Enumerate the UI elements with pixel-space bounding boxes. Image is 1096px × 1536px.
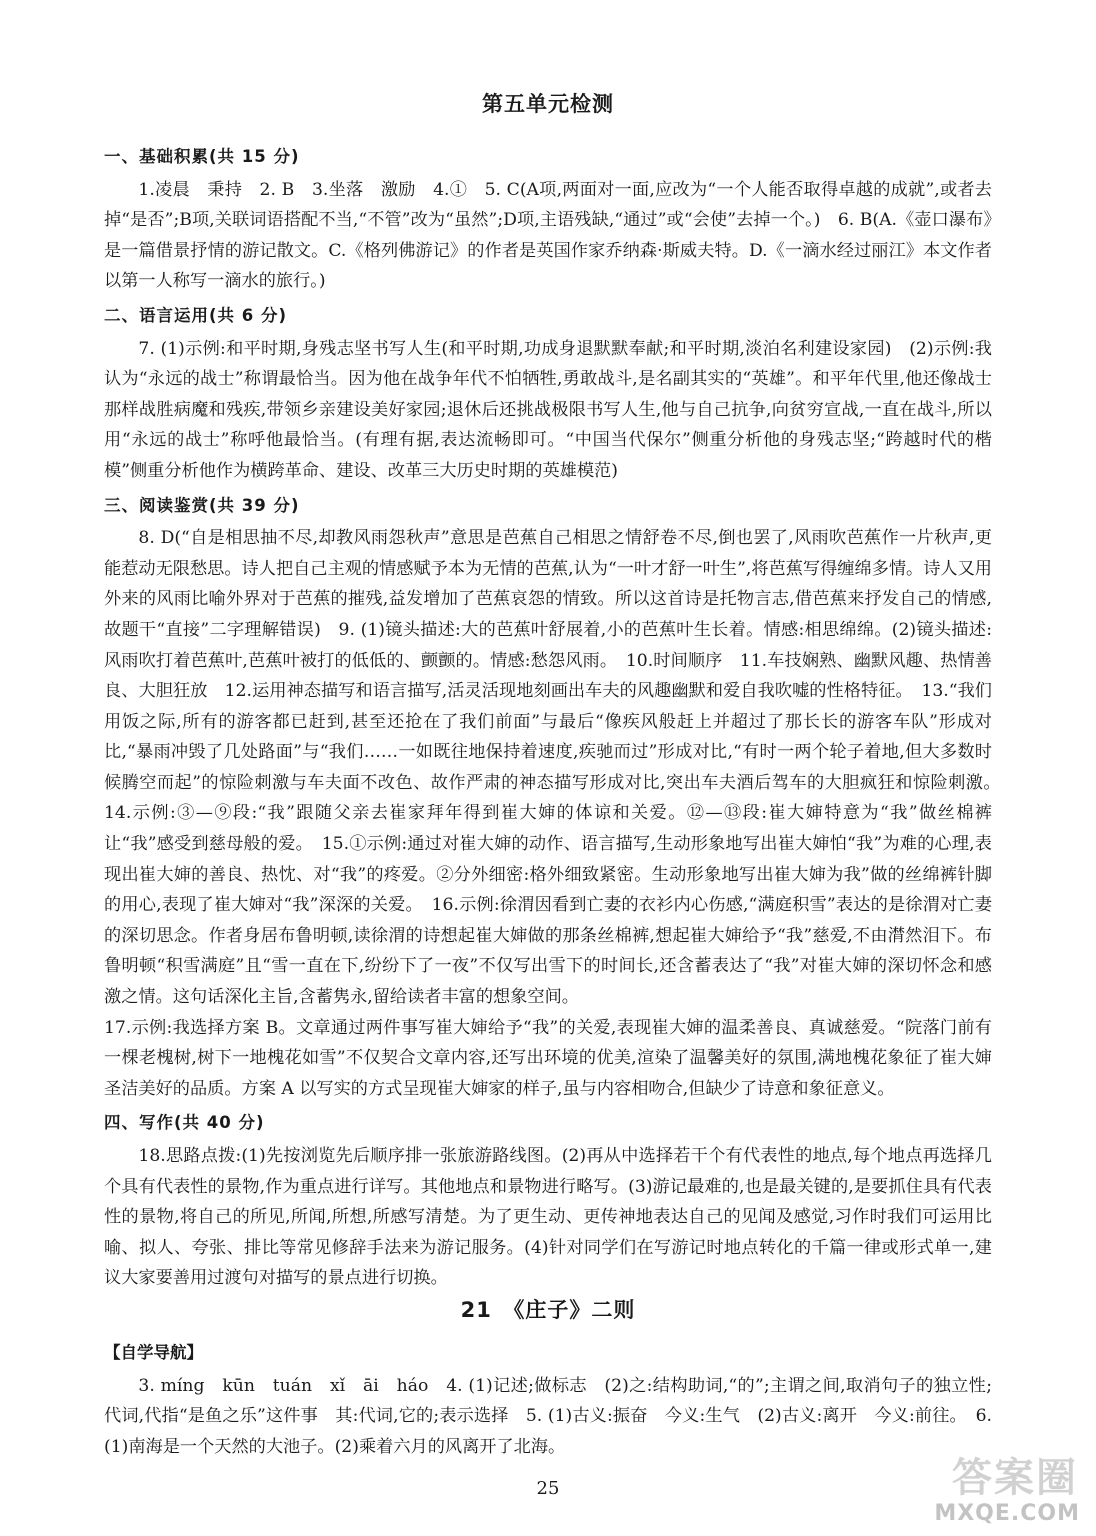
section-heading-writing: 四、写作(共 40 分)	[104, 1113, 265, 1133]
watermark-site: MXQE.COM	[934, 1501, 1080, 1526]
answer-paragraph: 1.凌晨 秉持 2. B 3.坐落 激励 4.① 5. C(A项,两面对一面,应改为“一个人能否取得卓越的成就”,或者去掉“是否”;B项,关联词语搭配不当,“不管”改为“虽然”;D项,主语残缺,“通过”或“会使”去掉一个。) 6. B(A.《壶口瀑布》是一篇借景抒情的游记散文。C.《格列佛游记》的作者是英国作家乔纳森·斯威夫特。D.《一滴水经过丽江》本文作者以第一人称写一滴水的旅行。)	[104, 179, 992, 292]
lesson-title: 21 《庄子》二则	[460, 1298, 636, 1322]
watermark-logo: 答案圈	[952, 1455, 1078, 1501]
unit-test-title: 第五单元检测	[482, 92, 614, 116]
self-study-heading: 【自学导航】	[104, 1343, 203, 1362]
answer-paragraph: 18.思路点拨:(1)先按浏览先后顺序排一张旅游路线图。(2)再从中选择若干个有代表性的地点,每个地点再选择几个具有代表性的景物,作为重点进行详写。其他地点和景物进行略写。(3)游记最难的,也是最关键的,是要抓住具有代表性的景物,将自己的所见,所闻,所想,所感写清楚。为了更生动、更传神地表达自己的见闻及感觉,习作时我们可运用比喻、拟人、夸张、排比等常见修辞手法来为游记服务。(4)针对同学们在写游记时地点转化的千篇一律或形式单一,建议大家要善用过渡句对描写的景点进行切换。	[104, 1146, 992, 1289]
section-heading-basic: 一、基础积累(共 15 分)	[104, 147, 300, 166]
page-number: 25	[536, 1478, 560, 1499]
lesson-body	[104, 1338, 992, 1462]
answer-paragraph: 8. D(“自是相思抽不尽,却教风雨怨秋声”意思是芭蕉自己相思之情舒卷不尽,倒也罢了,风雨吹芭蕉作一片秋声,更能惹动无限愁思。诗人把自己主观的情感赋予本为无情的芭蕉,认为“一叶才舒一叶生”,将芭蕉写得缠绵多情。诗人又用外来的风雨比喻外界对于芭蕉的摧残,益发增加了芭蕉哀怨的情致。所以这首诗是托物言志,借芭蕉来抒发自己的情感,故题干“直接”二字理解错误) 9. (1)镜头描述:大的芭蕉叶舒展着,小的芭蕉叶生长着。情感:相思绵绵。(2)镜头描述:风雨吹打着芭蕉叶,芭蕉叶被打的低低的、颤颤的。情感:愁怨风雨。 10.时间顺序 11.车技娴熟、幽默风趣、热情善良、大胆狂放 12.运用神态描写和语言描写,活灵活现地刻画出车夫的风趣幽默和爱自我吹嘘的性格特征。 13.“我们用饭之际,所有的游客都已赶到,甚至还抢在了我们前面”与最后“像疾风般赶上并超过了那长长的游客车队”形成对比,“暴雨冲毁了几处路面”与“我们……一如既往地保持着速度,疾驰而过”形成对比,“有时一两个轮子着地,但大多数时候腾空而起”的惊险刺激与车夫面不改色、故作严肃的神态描写形成对比,突出车夫酒后驾车的大胆疯狂和惊险刺激。 14.示例:③—⑨段:“我”跟随父亲去崔家拜年得到崔大婶的体谅和关爱。⑫—⑬段:崔大婶特意为“我”做丝棉裤让“我”感受到慈母般的爱。 15.①示例:通过对崔大婶的动作、语言描写,生动形象地写出崔大婶怕“我”为难的心理,表现出崔大婶的善良、热忱、对“我”的疼爱。②分外细密:格外细致紧密。生动形象地写出崔大婶为我”做的丝绵裤针脚的用心,表现了崔大婶对“我”深深的关爱。 16.示例:徐渭因看到亡妻的衣衫内心伤感,“满庭积雪”表达的是徐渭对亡妻的深切思念。作者身居布鲁明顿,读徐渭的诗想起崔大婶做的那条丝棉裤,想起崔大婶给予“我”慈爱,不由潸然泪下。布鲁明顿“积雪满庭”且“雪一直在下,纷纷下了一夜”不仅写出雪下的时间长,还含蓄表达了“我”对崔大婶的深切怀念和感激之情。这句话深化主旨,含蓄隽永,留给读者丰富的想象空间。	[104, 528, 1010, 1008]
answer-paragraph: 7. (1)示例:和平时期,身残志坚书写人生(和平时期,功成身退默默奉献;和平时期,淡泊名利建设家园) (2)示例:我认为“永远的战士”称谓最恰当。因为他在战争年代不怕牺牲,勇敢战斗,是名副其实的“英雄”。和平年代里,他还像战士那样战胜病魔和残疾,带领乡亲建设美好家园;退休后还挑战极限书写人生,他与自己抗争,向贫穷宣战,一直在战斗,所以用“永远的战士”称呼他最恰当。(有理有据,表达流畅即可。“中国当代保尔”侧重分析他的身残志坚;“跨越时代的楷模”侧重分析他作为横跨革命、建设、改革三大历史时期的英雄模范)	[104, 338, 992, 481]
section-heading-language: 二、语言运用(共 6 分)	[104, 305, 288, 325]
watermark	[936, 1446, 1086, 1530]
answer-paragraph: 3. míng kūn tuán xǐ āi háo 4. (1)记述;做标志 (2)之:结构助词,“的”;主谓之间,取消句子的独立性;代词,代指“是鱼之乐”这件事 其:代词,它的;表示选择 5. (1)古义:振奋 今义:生气 (2)古义:离开 今义:前往。 6. (1)南海是一个天然的大池子。(2)乘着六月的风离开了北海。	[104, 1375, 992, 1457]
section-heading-reading: 三、阅读鉴赏(共 39 分)	[104, 495, 300, 515]
answer-paragraph: 17.示例:我选择方案 B。文章通过两件事写崔大婶给予“我”的关爱,表现崔大婶的温柔善良、真诚慈爱。“院落门前有一棵老槐树,树下一地槐花如雪”不仅契合文章内容,还写出环境的优美,渲染了温馨美好的氛围,满地槐花象征了崔大婶圣洁美好的品质。方案 A 以写实的方式呈现崔大婶家的样子,虽与内容相吻合,但缺少了诗意和象征意义。	[104, 1017, 992, 1099]
unit-test-body	[104, 138, 1010, 1294]
